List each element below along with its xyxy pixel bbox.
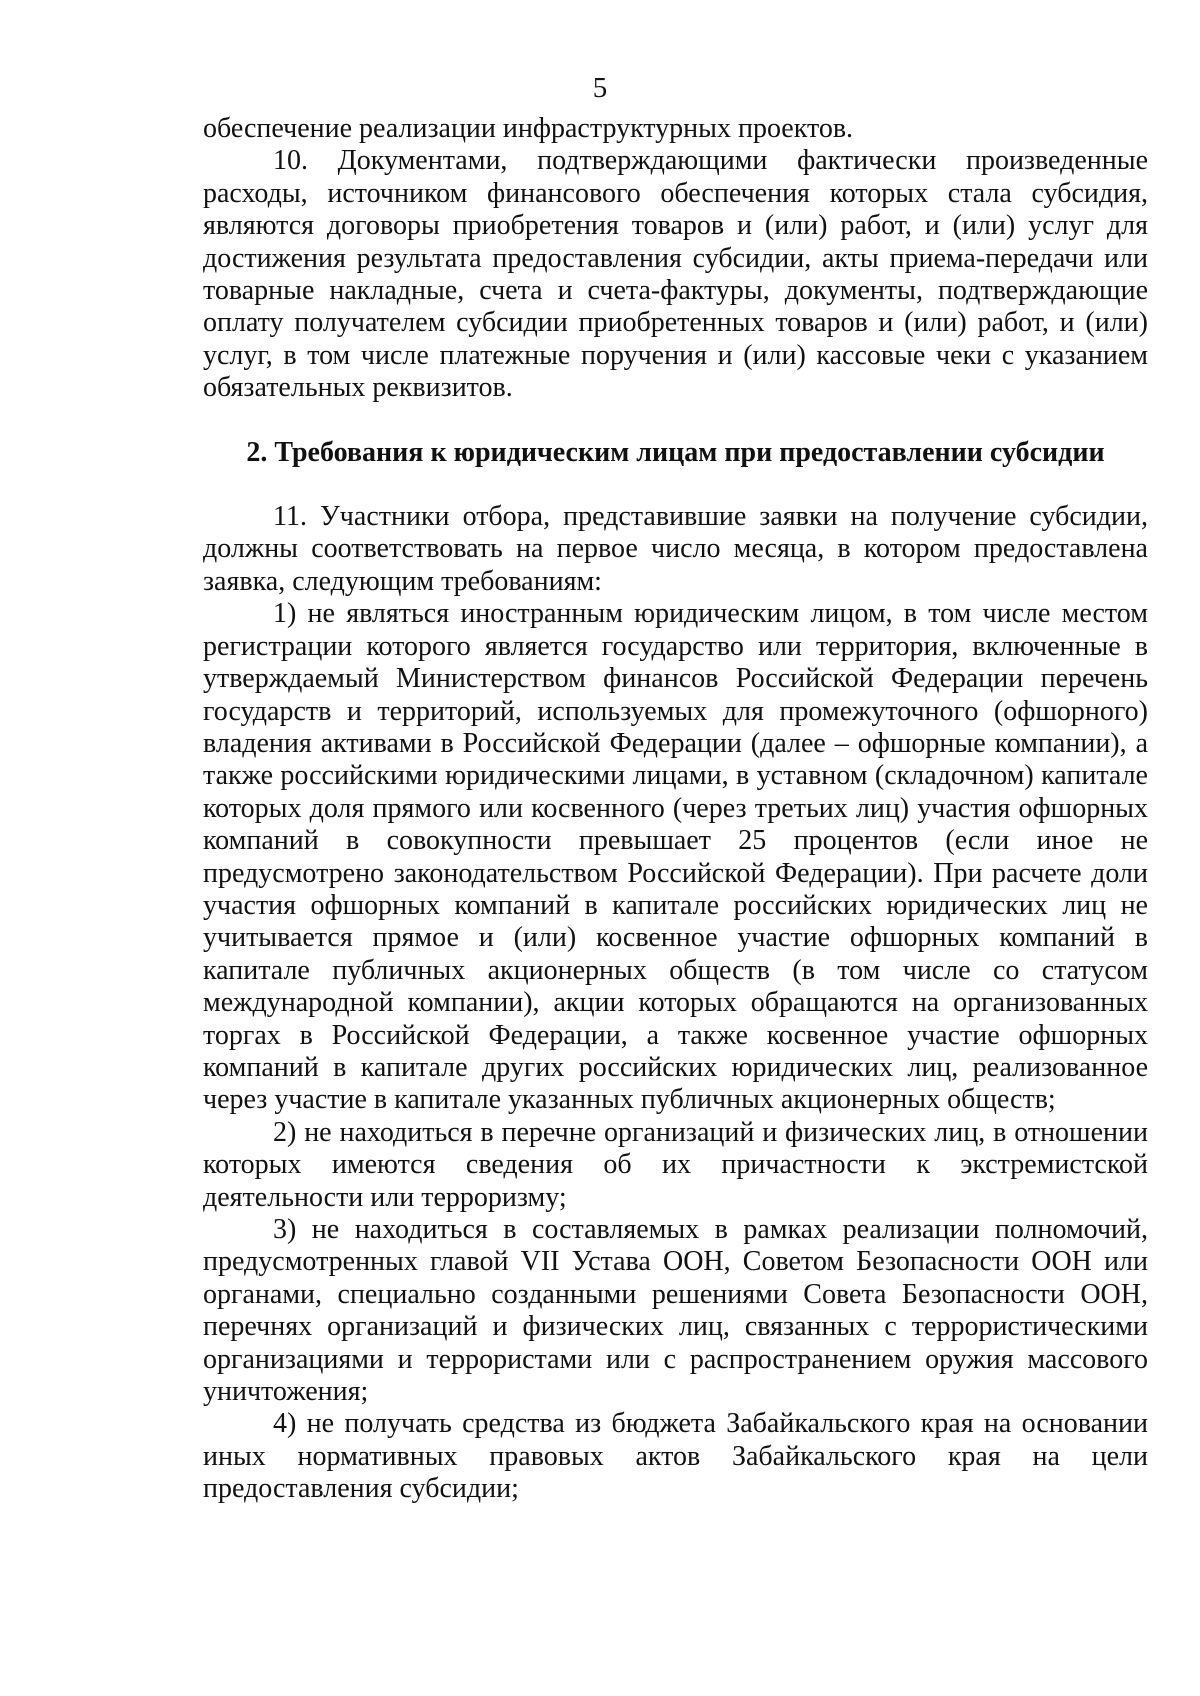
list-item-3: 3) не находиться в составляемых в рамках реализации полномочий, предусмотренных главой VII Устава ООН, Советом Безопасности ООН или органами, специально созданными решениями Совета Безопасности ООН, перечнях организаций и физических лиц, связанных с террористическими организациями и террористами или с распространением оружия массового уничтожения;: [203, 1214, 1148, 1408]
paragraph-11: 11. Участники отбора, представившие заявки на получение субсидии, должны соответствовать на первое число месяца, в котором предоставлена заявка, следующим требованиям:: [203, 501, 1148, 597]
list-item-1: 1) не являться иностранным юридическим лицом, в том числе местом регистрации которого является государство или территория, включенные в утверждаемый Министерством финансов Российской Федерации перечень государств и территорий, используемых для промежуточного (офшорного) владения активами в Российской Федерации (далее – офшорные компании), а также российскими юридическими лицами, в уставном (складочном) капитале которых доля прямого или косвенного (через третьих лиц) участия офшорных компаний в совокупности превышает 25 процентов (если иное не предусмотрено законодательством Российской Федерации). При расчете доли участия офшорных компаний в капитале российских юридических лиц не учитывается прямое и (или) косвенное участие офшорных компаний в капитале публичных акционерных обществ (в том числе со статусом международной компании), акции которых обращаются на организованных торгах в Российской Федерации, а также косвенное участие офшорных компаний в капитале других российских юридических лиц, реализованное через участие в капитале указанных публичных акционерных обществ;: [203, 598, 1148, 1116]
page-number: 5: [592, 72, 608, 104]
section-heading: 2. Требования к юридическим лицам при предоставлении субсидии: [246, 436, 1105, 468]
spacer: [203, 405, 1148, 437]
list-item-4: 4) не получать средства из бюджета Забайкальского края на основании иных нормативных правовых актов Забайкальского края на цели предоставления субсидии;: [203, 1408, 1148, 1505]
list-item-2: 2) не находиться в перечне организаций и физических лиц, в отношении которых имеются сведения об их причастности к экстремистской деятельности или терроризму;: [203, 1116, 1148, 1213]
intro-line: обеспечение реализации инфраструктурных проектов.: [203, 113, 854, 144]
document-body: [203, 113, 1148, 1506]
spacer: [203, 469, 1148, 501]
paragraph-10: 10. Документами, подтверждающими фактически произведенные расходы, источником финансового обеспечения которых стала субсидия, являются договоры приобретения товаров и (или) работ, и (или) услуг для достижения результата предоставления субсидии, акты приема-передачи или товарные накладные, счета и счета-фактуры, документы, подтверждающие оплату получателем субсидии приобретенных товаров и (или) работ, и (или) услуг, в том числе платежные поручения и (или) кассовые чеки с указанием обязательных реквизитов.: [203, 145, 1148, 404]
